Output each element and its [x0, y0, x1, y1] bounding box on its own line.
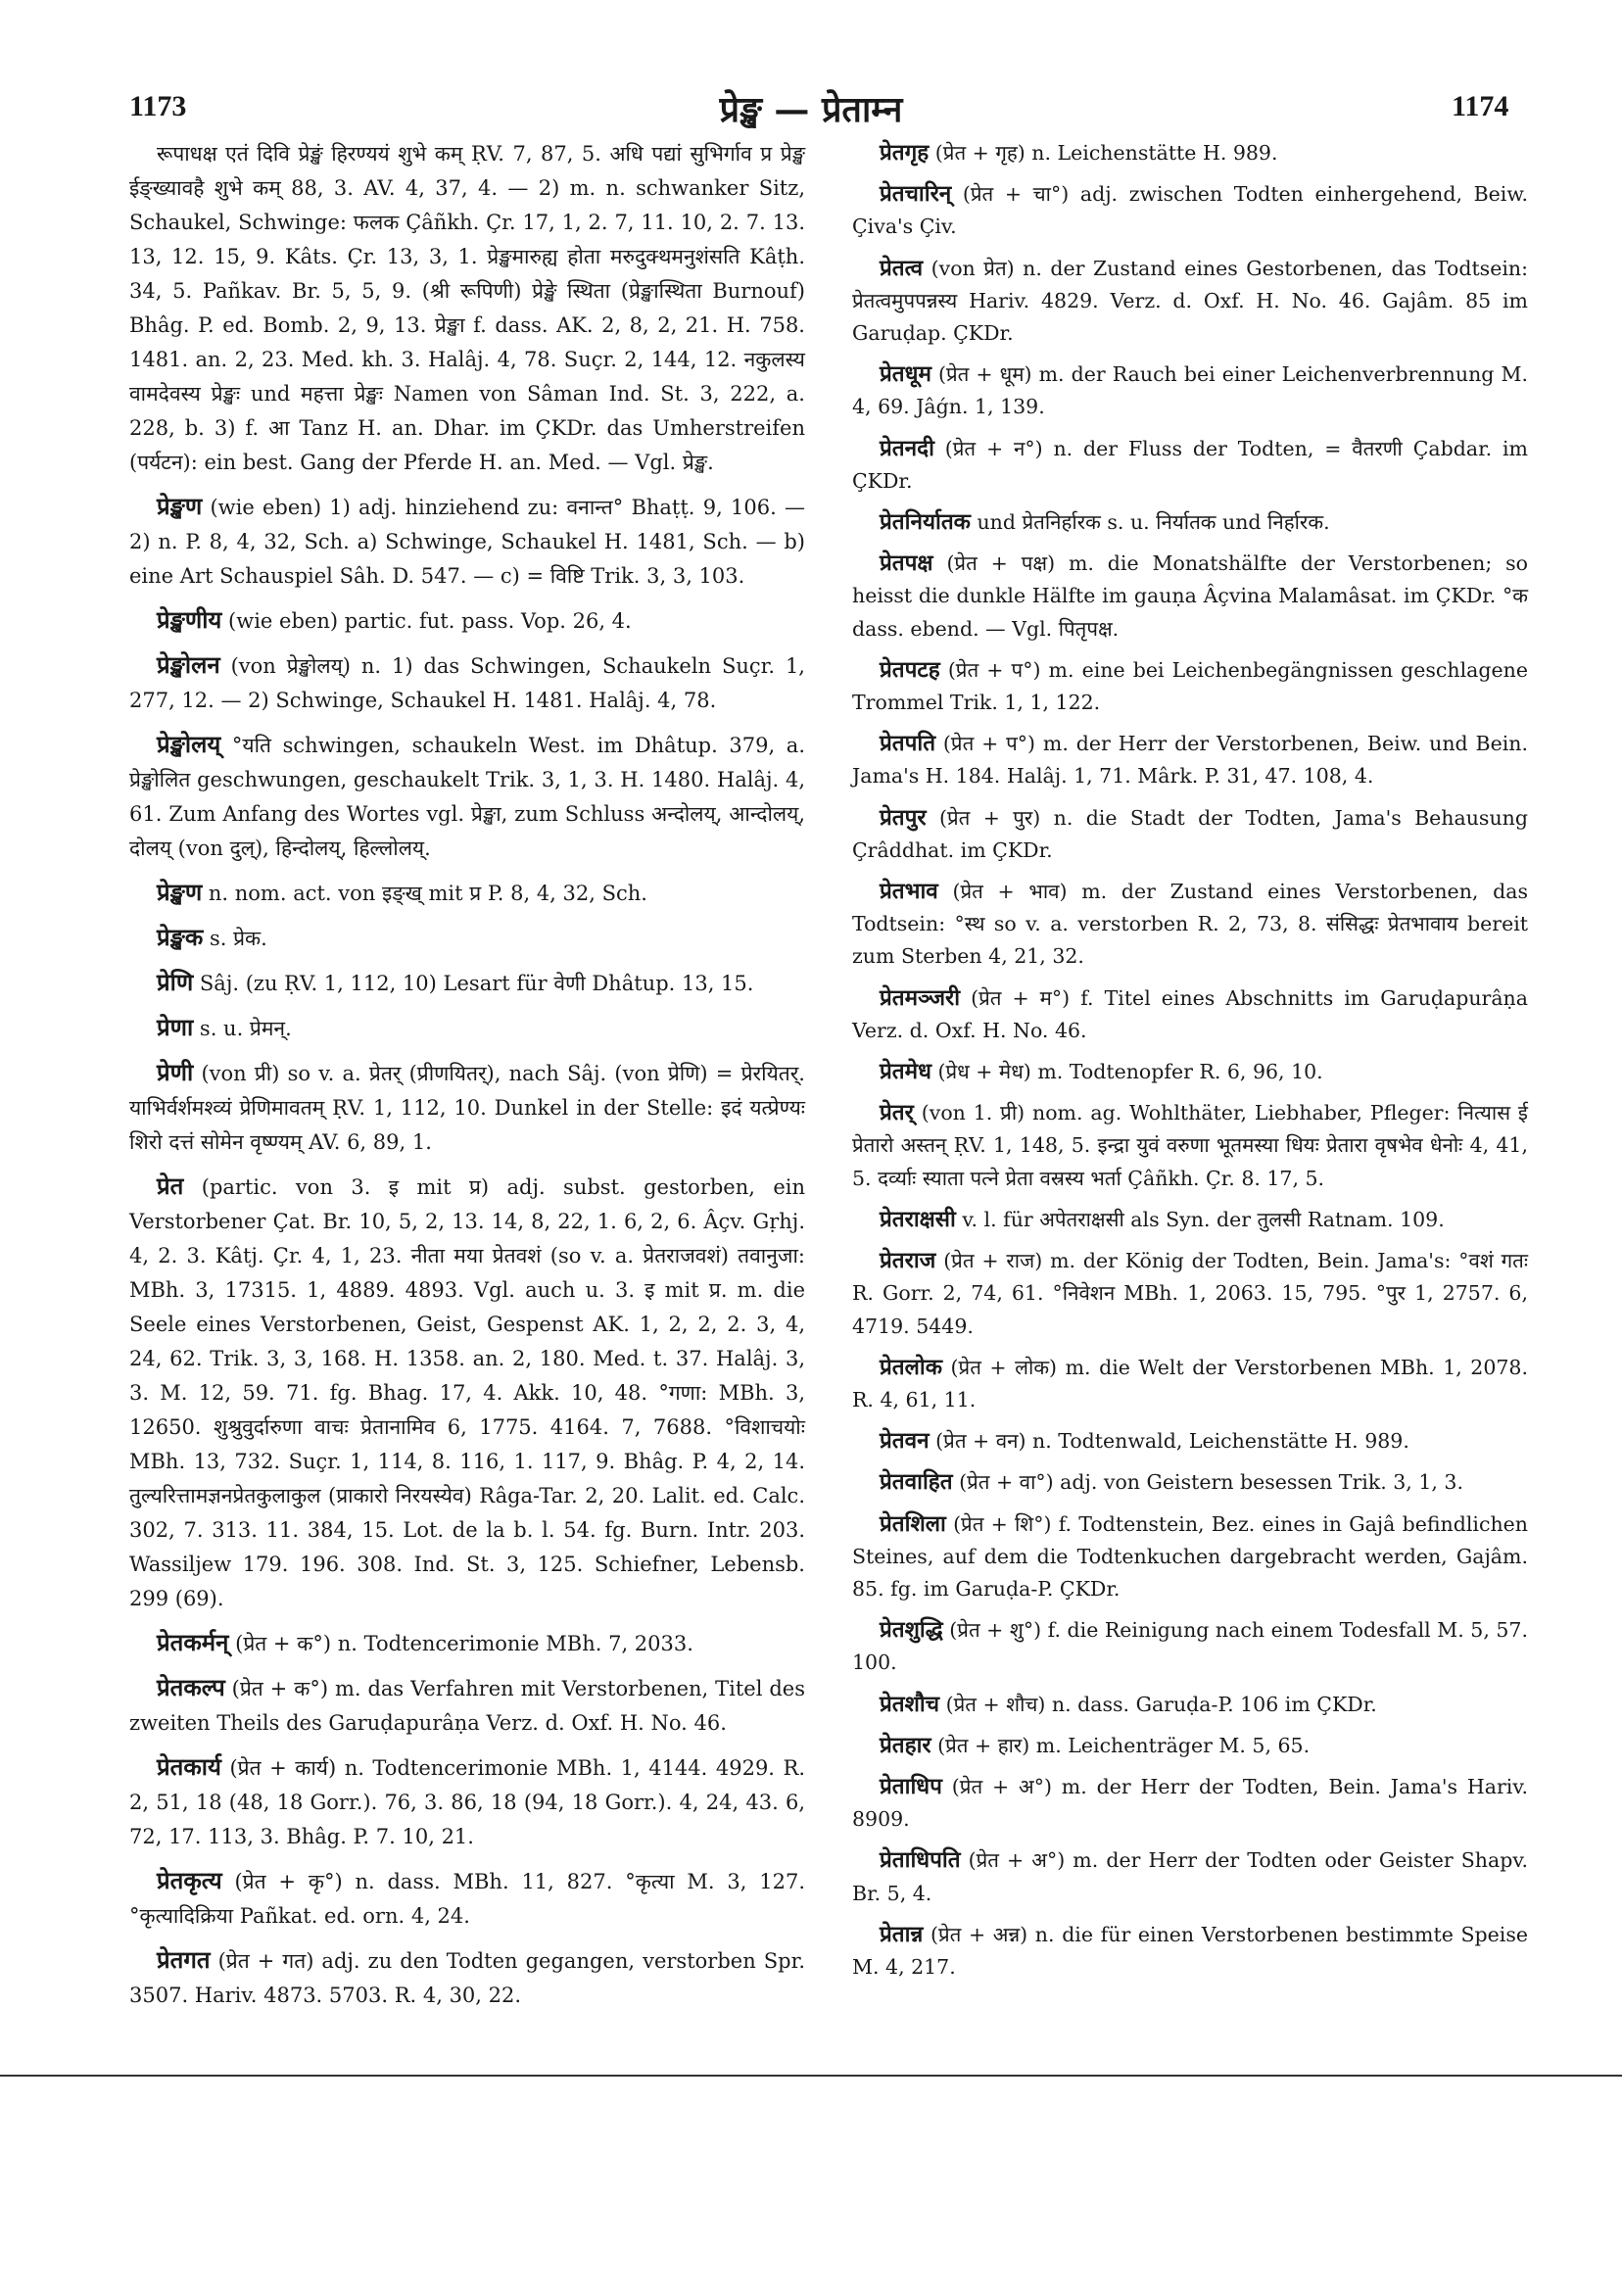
- entry-text: (प्रेत + क°) m. das Verfahren mit Verstorbenen, Titel des zweiten Theils des Garuḍapurâṇa Verz. d. Oxf. H. No. 46.: [129, 1677, 805, 1735]
- entry-text: (प्रेत + प°) m. eine bei Leichenbegängnissen geschlagene Trommel Trik. 1, 1, 122.: [852, 657, 1528, 715]
- entry-text: रूपाधक्ष एतं दिवि प्रेङ्खं हिरण्ययं शुभे कम् ṚV. 7, 87, 5. अधि पद्यां सुभिर्गाव प्र प्रेङ्ख ईङ्ख्यावहै शुभे कम् 88, 3. AV. 4, 37, 4. — 2) m. n. schwanker Sitz, Schaukel, Schwinge: फलक Çâñkh. Çr. 17, 1, 2. 7, 11. 10, 2. 7. 13. 13, 12. 15, 9. Kâts. Çr. 13, 3, 1. प्रेङ्खमारुह्य होता मरुदुक्थमनुशंसति Kâṭh. 34, 5. Pañkav. Br. 5, 5, 9. (श्री रूपिणी) प्रेङ्खे स्थिता (प्रेङ्खास्थिता Burnouf) Bhâg. P. ed. Bomb. 2, 9, 13. प्रेङ्खा f. dass. AK. 2, 8, 2, 21. H. 758. 1481. an. 2, 23. Med. kh. 3. Halâj. 4, 78. Suçr. 2, 144, 12. नकुलस्य वामदेवस्य प्रेङ्खः und महत्ता प्रेङ्खः Namen von Sâman Ind. St. 3, 222, a. 228, b. 3) f. आ Tanz H. an. Dhar. im ÇKDr. das Umherstreifen (पर्यटन): ein best. Gang der Pferde H. an. Med. — Vgl. प्रेङ्ख.: [129, 142, 805, 474]
- entry-headword: प्रेङ्खणीय: [157, 605, 222, 634]
- dictionary-entry: [852, 1919, 1528, 1984]
- entry-headword: प्रेतशौच: [880, 1691, 940, 1717]
- entry-text: (प्रेत + वन) n. Todtenwald, Leichenstätte H. 989.: [935, 1429, 1409, 1454]
- entry-headword: प्रेताधिप: [880, 1773, 942, 1799]
- entry-text: (partic. von 3. इ mit प्र) adj. subst. gestorben, ein Verstorbener Çat. Br. 10, 5, 2, 13. 14, 8, 22, 1. 6, 2, 6. Âçv. Gṛhj. 4, 2. 3. Kâtj. Çr. 4, 1, 23. नीता मया प्रेतवशं (so v. a. प्रेतराजवशं) तवानुजा: MBh. 3, 17315. 1, 4889. 4893. Vgl. auch u. 3. इ mit प्र. m. die Seele eines Verstorbenen, Geist, Gespenst AK. 1, 2, 2, 2. 3, 4, 24, 62. Trik. 3, 3, 168. H. 1358. an. 2, 180. Med. t. 37. Halâj. 3, 3. M. 12, 59. 71. fg. Bhag. 17, 4. Akk. 10, 48. °गणा: MBh. 3, 12650. शुश्रुवुर्दारुणा वाचः प्रेतानामिव 6, 1775. 4164. 7, 7688. °विशाचयोः MBh. 13, 732. Suçr. 1, 114, 8. 116, 1. 117, 9. Bhâg. P. 4, 2, 14. तुल्यरित्तामज्ञनप्रेतकुलाकुल (प्राकारो निरयस्येव) Râga-Tar. 2, 20. Lalit. ed. Calc. 302, 7. 313. 11. 384, 15. Lot. de la b. l. 54. fg. Burn. Intr. 203. Wassiljew 179. 196. 308. Ind. St. 3, 125. Schiefner, Lebensb. 299 (69).: [129, 1175, 805, 1610]
- entry-text: (प्रेत + म°) f. Titel eines Abschnitts im Garuḍapurâṇa Verz. d. Oxf. H. No. 46.: [852, 985, 1528, 1042]
- entry-text: (von 1. प्री) nom. ag. Wohlthäter, Liebhaber, Pfleger: नित्यास ई प्रेतारो अस्तन् ṚV. 1, 148, 5. इन्द्रा युवं वरुणा भूतमस्या धियः प्रेतारा वृषभेव धेनोः 4, 41, 5. दर्व्याः स्याता पत्ने प्रेता वस्रस्य भर्ता Çâñkh. Çr. 8. 17, 5.: [852, 1101, 1528, 1190]
- entry-text: (प्रेत + अ°) m. der Herr der Todten, Bein. Jama's Hariv. 8909.: [852, 1774, 1528, 1832]
- dictionary-entry: [852, 1466, 1528, 1499]
- dictionary-entry: [852, 654, 1528, 719]
- dictionary-entry: [852, 1204, 1528, 1236]
- entry-headword: प्रेणा: [157, 1013, 194, 1041]
- entry-headword: प्रेङ्खक: [157, 923, 204, 951]
- dictionary-entry: [852, 802, 1528, 867]
- dictionary-entry: [129, 137, 805, 480]
- page-number-left: 1173: [129, 90, 187, 122]
- entry-text: (प्रेत + लोक) m. die Welt der Verstorbenen MBh. 1, 2078. R. 4, 61, 11.: [852, 1355, 1528, 1411]
- dictionary-entry: [852, 548, 1528, 646]
- dictionary-entry: [852, 359, 1528, 423]
- entry-headword: प्रेतर्: [880, 1100, 914, 1126]
- entry-text: (प्रेत + राज) m. der König der Todten, Bein. Jama's: °वशं गतः R. Gorr. 2, 74, 61. °निवेशन MBh. 1, 2063. 15, 795. °पुर 1, 2757. 6, 4719. 5449.: [852, 1249, 1528, 1338]
- dictionary-entry: [129, 1055, 805, 1160]
- page-number-right: 1174: [1452, 90, 1509, 122]
- entry-headword: प्रेङ्खोलय्: [157, 730, 221, 758]
- entry-text: (प्रेत + शु°) f. die Reinigung nach einem Todesfall M. 5, 57. 100.: [852, 1618, 1528, 1675]
- entry-text: Sâj. (zu ṚV. 1, 112, 10) Lesart für वेणी Dhâtup. 13, 15.: [199, 972, 754, 995]
- dictionary-entry: [852, 506, 1528, 539]
- entry-text: (प्रेत + वा°) adj. von Geistern besessen Trik. 3, 1, 3.: [959, 1470, 1463, 1495]
- entry-headword: प्रेतमञ्जरी: [880, 984, 961, 1011]
- entry-text: (प्रेत + पुर) n. die Stadt der Todten, Jama's Behausung Çrâddhat. im ÇKDr.: [852, 805, 1528, 862]
- entry-text: (प्रेत + गृह) n. Leichenstätte H. 989.: [934, 141, 1278, 165]
- bottom-rule: [0, 2075, 1622, 2077]
- dictionary-entry: [129, 727, 805, 866]
- entry-text: °यति schwingen, schaukeln West. im Dhâtup. 379, a. प्रेङ्खोलित geschwungen, geschaukelt Trik. 3, 1, 3. H. 1480. Halâj. 4, 61. Zum Anfang des Wortes vgl. प्रेङ्खा, zum Schluss अन्दोलय्, आन्दोलय्, दोलय् (von दुल्), हिन्दोलय्, हिल्लोलय्.: [129, 734, 805, 860]
- entry-headword: प्रेतचारिन्: [880, 181, 952, 208]
- entry-headword: प्रेङ्खण: [157, 878, 203, 906]
- dictionary-entry: [129, 965, 805, 1001]
- dictionary-entry: [852, 137, 1528, 169]
- dictionary-entry: [129, 489, 805, 594]
- dictionary-entry: [852, 982, 1528, 1047]
- entry-headword: प्रेतमेध: [880, 1059, 931, 1085]
- dictionary-entry: [129, 1169, 805, 1616]
- dictionary-entry: [852, 1689, 1528, 1721]
- entry-text: (प्रेत + अ°) m. der Herr der Todten oder Geister Shapv. Br. 5, 4.: [852, 1848, 1528, 1905]
- entry-text: (प्रेत + क°) n. Todtencerimonie MBh. 7, 2033.: [235, 1632, 693, 1655]
- dictionary-entry: [852, 1425, 1528, 1458]
- entry-headword: प्रेतपति: [880, 731, 936, 757]
- dictionary-entry: [852, 1508, 1528, 1606]
- entry-text: (प्रेध + मेध) m. Todtenopfer R. 6, 96, 10.: [937, 1060, 1323, 1084]
- dictionary-entry: [129, 647, 805, 718]
- entry-text: (von प्री) so v. a. प्रेतर् (प्रीणयितर्), nach Sâj. (von प्रेणि) = प्रेरयितर्. याभिर्वर्शमश्व्यं प्रेणिमावतम् ṚV. 1, 112, 10. Dunkel in der Stelle: इदं यत्प्रेण्यः शिरो दत्तं सोमेन वृष्ण्यम् AV. 6, 89, 1.: [129, 1062, 805, 1154]
- dictionary-entry: [852, 1771, 1528, 1836]
- entry-text: (von प्रेङ्खोलय्) n. 1) das Schwingen, Schaukeln Suçr. 1, 277, 12. — 2) Schwinge, Schaukel H. 1481. Halâj. 4, 78.: [129, 654, 805, 712]
- dictionary-entry: [129, 875, 805, 911]
- entry-headword: प्रेङ्खण: [157, 492, 203, 520]
- entry-text: s. u. प्रेमन्.: [199, 1017, 292, 1040]
- entry-headword: प्रेतपटह: [880, 656, 940, 683]
- dictionary-entry: [852, 1352, 1528, 1416]
- dictionary-entry: [129, 1863, 805, 1934]
- entry-text: (प्रेत + शि°) f. Todtenstein, Bez. eines in Gajâ befindlichen Steines, auf dem die Todtenkuchen dargebracht werden, Gajâm. 85. fg. im Garuḍa-P. ÇKDr.: [852, 1511, 1528, 1601]
- entry-text: (प्रेत + गत) adj. zu den Todten gegangen, verstorben Spr. 3507. Hariv. 4873. 5703. R. 4, 30, 22.: [129, 1949, 806, 2007]
- entry-headword: प्रेणि: [157, 968, 194, 996]
- entry-headword: प्रेतशिला: [880, 1510, 946, 1537]
- dictionary-entry: [129, 1010, 805, 1046]
- entry-text: (प्रेत + अन्न) n. die für einen Verstorbenen bestimmte Speise M. 4, 217.: [852, 1922, 1528, 1979]
- entry-headword: प्रेत: [157, 1172, 184, 1200]
- entry-headword: प्रेतवाहित: [880, 1469, 953, 1496]
- dictionary-entry: [852, 1614, 1528, 1679]
- entry-text: (प्रेत + चा°) adj. zwischen Todten einhergehend, Beiw. Çiva's Çiv.: [852, 182, 1528, 239]
- entry-text: v. l. für अपेतराक्षसी als Syn. der तुलसी Ratnam. 109.: [962, 1207, 1445, 1231]
- entry-headword: प्रेतराक्षसी: [880, 1206, 956, 1232]
- entry-headword: प्रेतवन: [880, 1428, 930, 1455]
- entry-text: und प्रेतनिर्हारक s. u. निर्यातक und निर्हारक.: [977, 510, 1330, 535]
- dictionary-entry: [129, 602, 805, 639]
- running-head: प्रेङ्ख — प्रेताम्न: [719, 89, 903, 130]
- entry-headword: प्रेतनदी: [880, 435, 934, 461]
- dictionary-entry: [129, 1942, 805, 2013]
- dictionary-entry: [129, 1625, 805, 1661]
- dictionary-entry: [129, 920, 805, 956]
- entry-headword: प्रेतत्व: [880, 255, 924, 281]
- entry-text: (प्रेत + शौच) n. dass. Garuḍa-P. 106 im ÇKDr.: [945, 1692, 1377, 1716]
- entry-text: (प्रेत + भाव) m. der Zustand eines Verstorbenen, das Todtsein: °स्थ so v. a. verstorben R. 2, 73, 8. संसिद्धः प्रेतभावाय bereit zum Sterben 4, 21, 32.: [852, 880, 1528, 969]
- entry-headword: प्रेतहार: [880, 1732, 931, 1758]
- entry-headword: प्रेतकर्मन्: [157, 1628, 229, 1656]
- right-column: [852, 137, 1528, 1992]
- entry-text: s. प्रेक.: [209, 927, 267, 950]
- entry-text: (प्रेत + कृ°) n. dass. MBh. 11, 827. °कृत्या M. 3, 127. °कृत्यादिक्रिया Pañkat. ed. orn. 4, 24.: [129, 1870, 805, 1928]
- entry-text: (प्रेत + कार्य) n. Todtencerimonie MBh. 1, 4144. 4929. R. 2, 51, 18 (48, 18 Gorr.). 76, 3. 86, 18 (94, 18 Gorr.). 4, 24, 43. 6, 72, 17. 113, 3. Bhâg. P. 7. 10, 21.: [129, 1756, 806, 1848]
- entry-headword: प्रेतशुद्धि: [880, 1617, 943, 1644]
- dictionary-entry: [852, 433, 1528, 498]
- entry-headword: प्रेङ्खोलन: [157, 650, 220, 679]
- dictionary-entry: [852, 1730, 1528, 1762]
- dictionary-entry: [129, 1670, 805, 1741]
- entry-headword: प्रेतपक्ष: [880, 550, 933, 577]
- entry-headword: प्रेतराज: [880, 1248, 936, 1274]
- entry-headword: प्रेतकार्य: [157, 1752, 221, 1781]
- entry-headword: प्रेतान्न: [880, 1921, 924, 1947]
- dictionary-entry: [129, 1749, 805, 1854]
- entry-headword: प्रेतकल्प: [157, 1673, 225, 1701]
- entry-text: (प्रेत + प°) m. der Herr der Verstorbenen, Beiw. und Bein. Jama's H. 184. Halâj. 1, 71. Mârk. P. 31, 47. 108, 4.: [852, 732, 1528, 789]
- entry-headword: प्रेतधूम: [880, 361, 931, 388]
- entry-text: n. nom. act. von इङ्ख् mit प्र P. 8, 4, 32, Sch.: [208, 882, 647, 905]
- entry-text: (von प्रेत) n. der Zustand eines Gestorbenen, das Todtsein: प्रेतत्वमुपपन्नस्य Hariv. 4829. Verz. d. Oxf. H. No. 46. Gajâm. 85 im Garuḍap. ÇKDr.: [852, 256, 1528, 346]
- entry-headword: प्रेतभाव: [880, 879, 938, 905]
- dictionary-entry: [852, 253, 1528, 351]
- entry-text: (प्रेत + पक्ष) m. die Monatshälfte der Verstorbenen; so heisst die dunkle Hälfte im gauṇa Âçvina Malamâsat. im ÇKDr. °क dass. ebend. — Vgl. पितृपक्ष.: [852, 551, 1528, 641]
- dictionary-entry: [852, 1056, 1528, 1088]
- entry-text: (प्रेत + न°) n. der Fluss der Todten, = वैतरणी Çabdar. im ÇKDr.: [852, 436, 1528, 493]
- entry-text: (प्रेत + धूम) m. der Rauch bei einer Leichenverbrennung M. 4, 69. Jâǵn. 1, 139.: [852, 362, 1528, 419]
- entry-headword: प्रेताधिपति: [880, 1847, 961, 1874]
- left-column: [129, 137, 805, 2022]
- entry-headword: प्रेतलोक: [880, 1354, 942, 1380]
- dictionary-entry: [852, 1844, 1528, 1909]
- entry-text: (wie eben) partic. fut. pass. Vop. 26, 4.: [228, 609, 632, 633]
- entry-headword: प्रेणी: [157, 1058, 194, 1086]
- dictionary-entry: [852, 728, 1528, 792]
- entry-headword: प्रेतनिर्यातक: [880, 509, 971, 536]
- entry-headword: प्रेतपुर: [880, 804, 927, 831]
- entry-text: (प्रेत + हार) m. Leichenträger M. 5, 65.: [937, 1733, 1311, 1757]
- dictionary-entry: [852, 178, 1528, 243]
- dictionary-entry: [852, 1245, 1528, 1343]
- entry-headword: प्रेतकृत्य: [157, 1866, 222, 1894]
- entry-headword: प्रेतगत: [157, 1945, 211, 1974]
- dictionary-entry: [852, 876, 1528, 974]
- dictionary-entry: [852, 1097, 1528, 1195]
- entry-headword: प्रेतगृह: [880, 140, 930, 166]
- entry-text: (wie eben) 1) adj. hinziehend zu: वनान्त° Bhaṭṭ. 9, 106. — 2) n. P. 8, 4, 32, Sch. a) Schwinge, Schaukel H. 1481, Sch. — b) eine Art Schauspiel Sâh. D. 547. — c) = विष्टि Trik. 3, 3, 103.: [129, 496, 805, 588]
